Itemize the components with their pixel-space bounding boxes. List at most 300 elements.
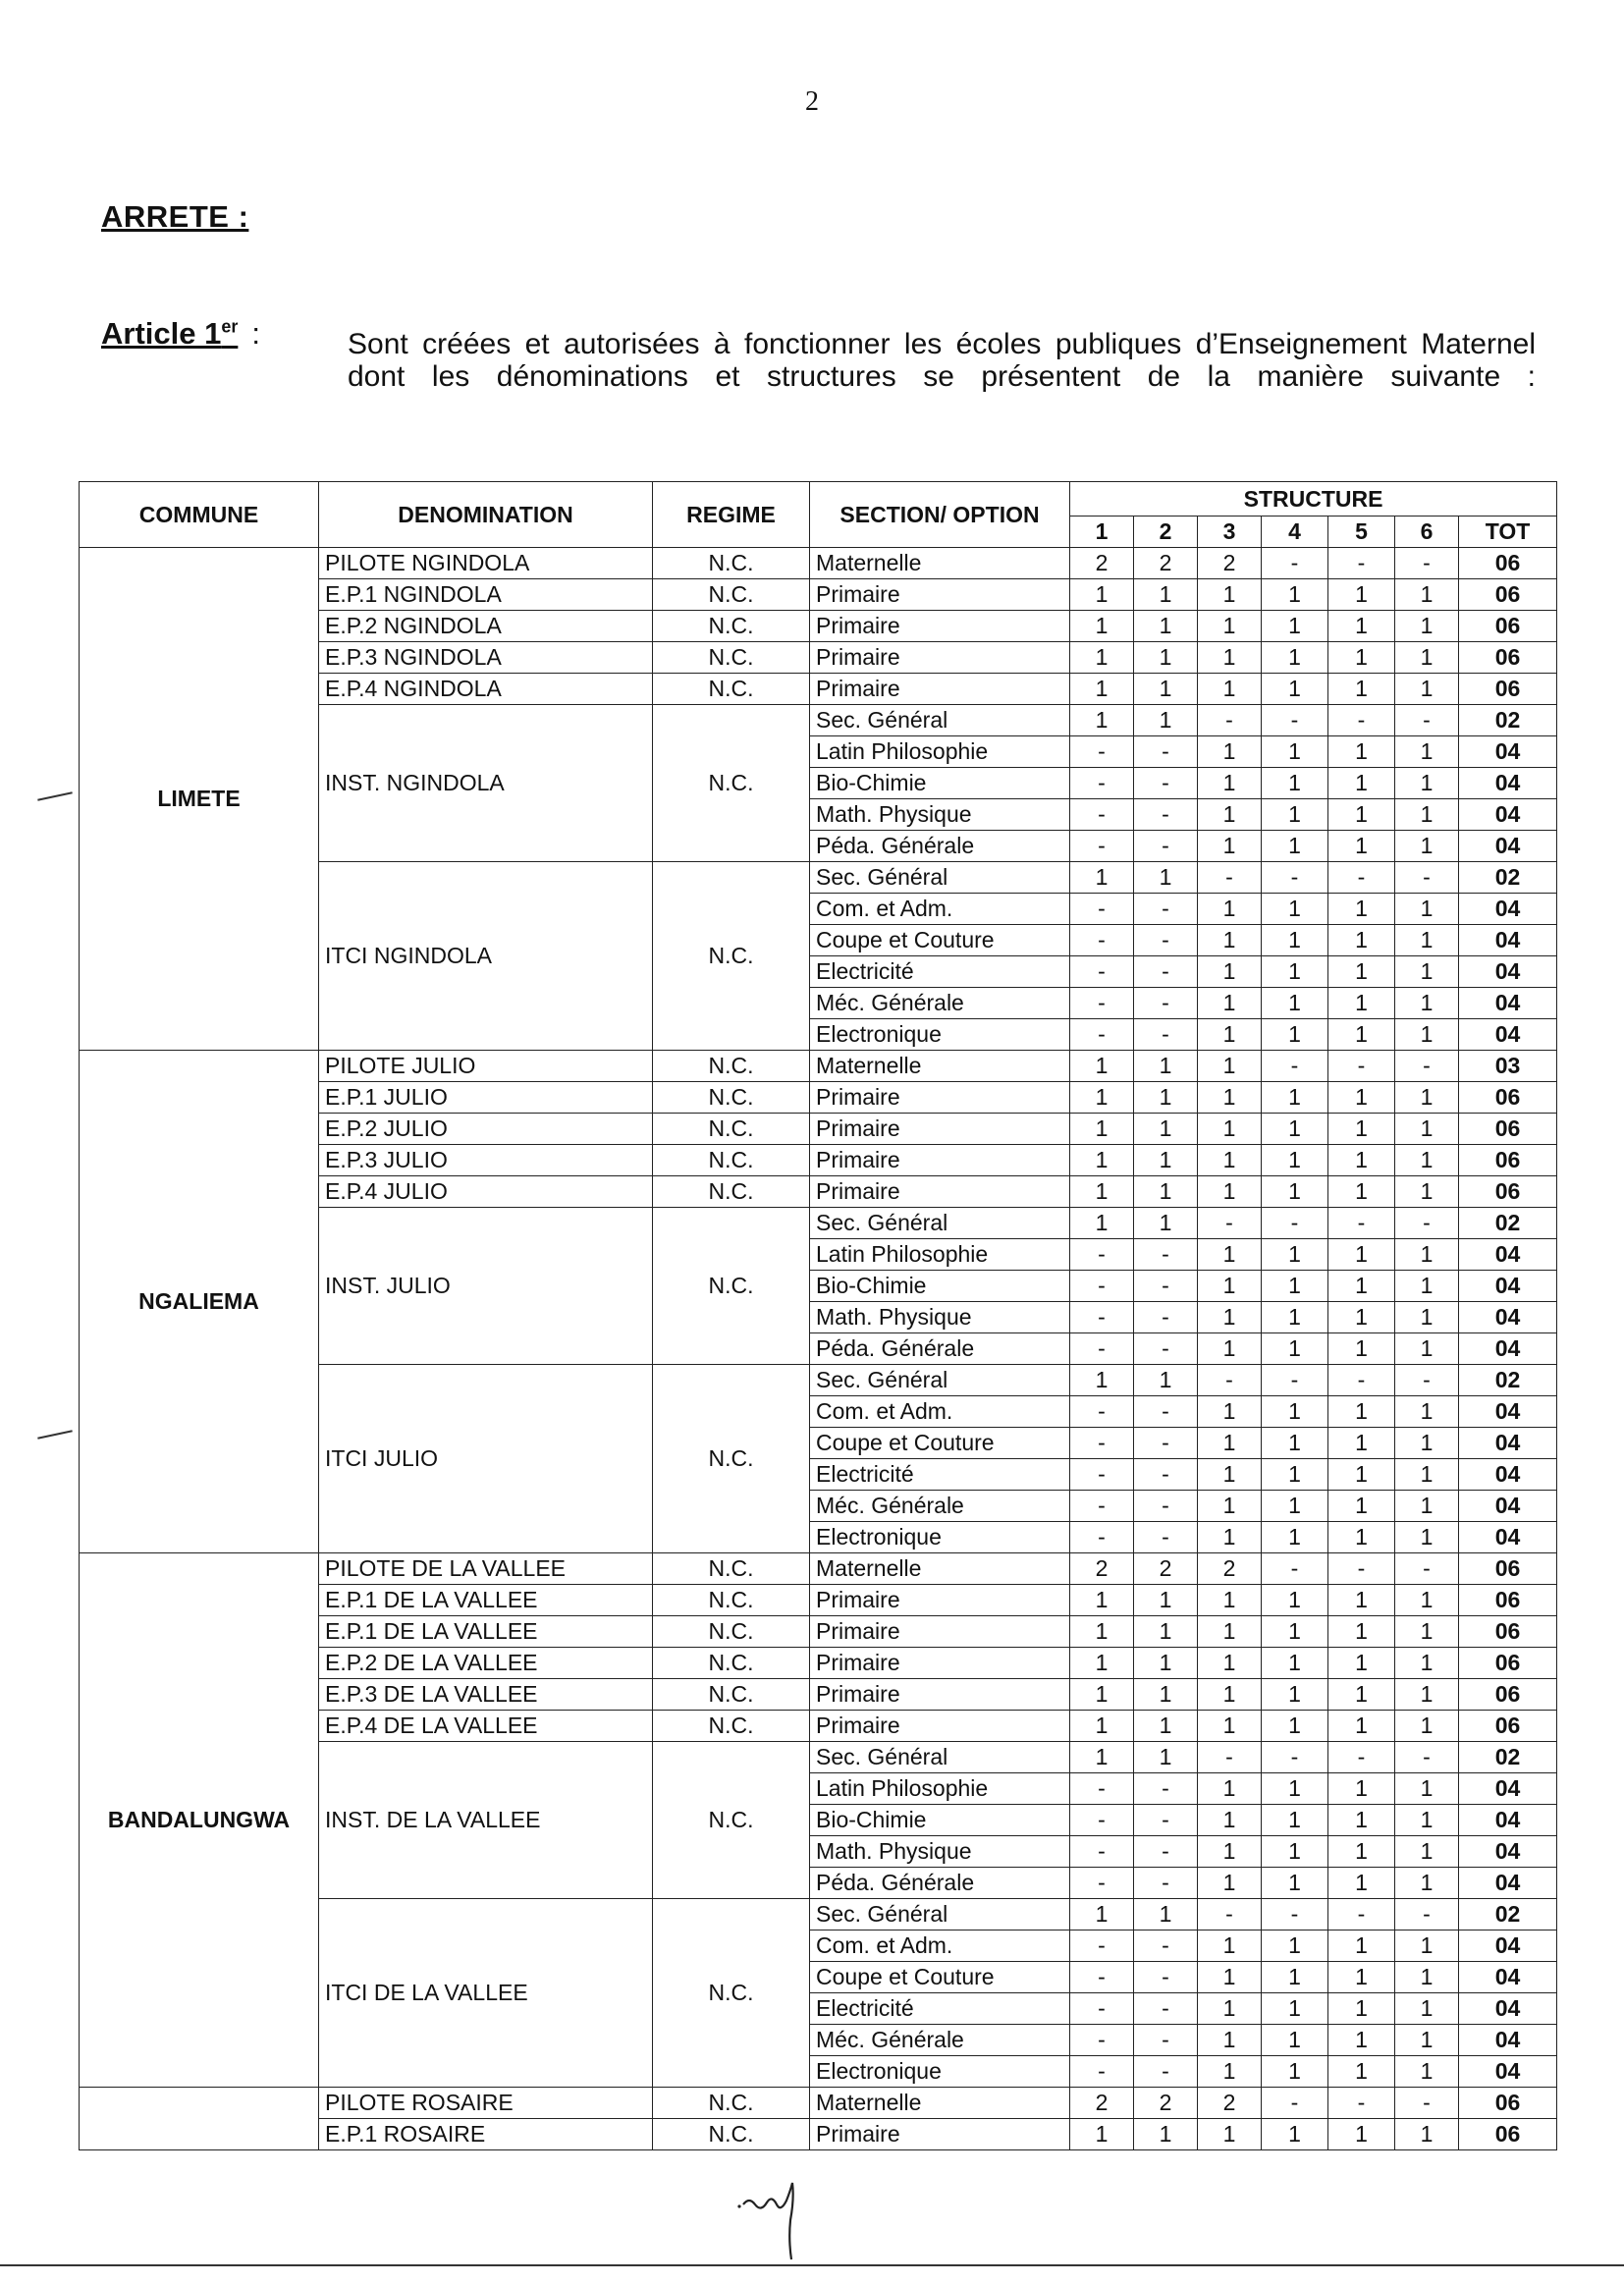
structure-cell-1: - (1070, 1019, 1134, 1051)
structure-cell-5: 1 (1328, 1868, 1395, 1899)
structure-cell-5: 1 (1328, 831, 1395, 862)
structure-cell-5: 1 (1328, 1616, 1395, 1648)
total-cell: 06 (1459, 674, 1557, 705)
structure-cell-1: 1 (1070, 1679, 1134, 1711)
structure-cell-5: 1 (1328, 1239, 1395, 1271)
section-cell: Primaire (810, 1176, 1070, 1208)
section-cell: Primaire (810, 1585, 1070, 1616)
section-cell: Primaire (810, 642, 1070, 674)
section-cell: Latin Philosophie (810, 1773, 1070, 1805)
section-cell: Méc. Générale (810, 1491, 1070, 1522)
structure-cell-4: 1 (1262, 831, 1328, 862)
section-cell: Maternelle (810, 548, 1070, 579)
denomination-cell: E.P.2 NGINDOLA (319, 611, 653, 642)
section-cell: Sec. Général (810, 1742, 1070, 1773)
structure-cell-6: 1 (1395, 1333, 1459, 1365)
structure-cell-1: 2 (1070, 1553, 1134, 1585)
structure-cell-2: 1 (1134, 862, 1198, 894)
structure-cell-2: 1 (1134, 1742, 1198, 1773)
structure-cell-3: 2 (1198, 548, 1262, 579)
total-cell: 04 (1459, 1491, 1557, 1522)
total-cell: 06 (1459, 548, 1557, 579)
structure-cell-4: - (1262, 705, 1328, 736)
structure-cell-3: 1 (1198, 1648, 1262, 1679)
total-cell: 06 (1459, 642, 1557, 674)
regime-cell: N.C. (653, 548, 810, 579)
total-cell: 06 (1459, 1648, 1557, 1679)
structure-cell-1: - (1070, 2056, 1134, 2088)
total-cell: 06 (1459, 1082, 1557, 1114)
structure-cell-1: 1 (1070, 1365, 1134, 1396)
structure-cell-4: 1 (1262, 642, 1328, 674)
structure-cell-6: 1 (1395, 1302, 1459, 1333)
denomination-cell: INST. NGINDOLA (319, 705, 653, 862)
regime-cell: N.C. (653, 1051, 810, 1082)
structure-cell-4: 1 (1262, 1773, 1328, 1805)
regime-cell: N.C. (653, 1648, 810, 1679)
denomination-cell: E.P.4 NGINDOLA (319, 674, 653, 705)
structure-cell-6: 1 (1395, 1711, 1459, 1742)
total-cell: 06 (1459, 1616, 1557, 1648)
structure-cell-6: 1 (1395, 1396, 1459, 1428)
commune-cell: BANDALUNGWA (80, 1553, 319, 2088)
structure-cell-6: 1 (1395, 1271, 1459, 1302)
structure-cell-3: 1 (1198, 1082, 1262, 1114)
structure-cell-2: - (1134, 925, 1198, 956)
structure-cell-3: 1 (1198, 1491, 1262, 1522)
total-cell: 04 (1459, 1805, 1557, 1836)
structure-cell-1: - (1070, 736, 1134, 768)
structure-cell-1: - (1070, 988, 1134, 1019)
section-cell: Coupe et Couture (810, 1962, 1070, 1993)
structure-cell-6: 1 (1395, 1616, 1459, 1648)
structure-cell-4: 1 (1262, 2025, 1328, 2056)
structure-cell-6: 1 (1395, 956, 1459, 988)
structure-cell-3: - (1198, 862, 1262, 894)
section-cell: Primaire (810, 1114, 1070, 1145)
structure-cell-3: 1 (1198, 1145, 1262, 1176)
structure-cell-2: - (1134, 1396, 1198, 1428)
structure-cell-5: 1 (1328, 579, 1395, 611)
structure-cell-5: 1 (1328, 894, 1395, 925)
page-number: 2 (805, 86, 819, 117)
structure-cell-4: 1 (1262, 925, 1328, 956)
regime-cell: N.C. (653, 642, 810, 674)
structure-cell-3: 1 (1198, 1868, 1262, 1899)
structure-cell-4: - (1262, 548, 1328, 579)
section-cell: Latin Philosophie (810, 736, 1070, 768)
structure-cell-5: 1 (1328, 956, 1395, 988)
structure-cell-5: 1 (1328, 1428, 1395, 1459)
article-text: Sont créées et autorisées à fonctionner les écoles publiques d’Enseignement Maternel dont les dénominations et structures se présentent de la manière suivante : (348, 328, 1536, 393)
structure-cell-1: - (1070, 1805, 1134, 1836)
structure-cell-1: 1 (1070, 579, 1134, 611)
structure-cell-1: 1 (1070, 1208, 1134, 1239)
structure-cell-3: 1 (1198, 768, 1262, 799)
structure-cell-2: 1 (1134, 611, 1198, 642)
structure-cell-4: - (1262, 1553, 1328, 1585)
structure-cell-3: 1 (1198, 579, 1262, 611)
section-cell: Bio-Chimie (810, 1805, 1070, 1836)
structure-cell-5: 1 (1328, 1585, 1395, 1616)
total-cell: 04 (1459, 1836, 1557, 1868)
regime-cell: N.C. (653, 2119, 810, 2150)
structure-cell-2: - (1134, 831, 1198, 862)
section-cell: Primaire (810, 1679, 1070, 1711)
table-row (80, 1553, 1557, 1585)
structure-cell-5: 1 (1328, 1459, 1395, 1491)
total-cell: 04 (1459, 2056, 1557, 2088)
structure-cell-1: 1 (1070, 1585, 1134, 1616)
structure-cell-1: - (1070, 1993, 1134, 2025)
structure-cell-6: 1 (1395, 736, 1459, 768)
section-cell: Sec. Général (810, 705, 1070, 736)
structure-cell-1: 1 (1070, 1145, 1134, 1176)
structure-cell-1: - (1070, 1302, 1134, 1333)
structure-cell-6: 1 (1395, 1962, 1459, 1993)
structure-cell-6: - (1395, 1742, 1459, 1773)
structure-cell-6: - (1395, 862, 1459, 894)
structure-cell-2: 1 (1134, 579, 1198, 611)
structure-cell-3: 1 (1198, 894, 1262, 925)
structure-cell-6: 1 (1395, 1459, 1459, 1491)
structure-cell-1: 1 (1070, 642, 1134, 674)
structure-cell-6: 1 (1395, 1145, 1459, 1176)
structure-cell-2: 2 (1134, 1553, 1198, 1585)
section-cell: Primaire (810, 1711, 1070, 1742)
structure-cell-6: 1 (1395, 1773, 1459, 1805)
structure-cell-1: - (1070, 1962, 1134, 1993)
header-section-option: SECTION/ OPTION (810, 482, 1070, 548)
regime-cell: N.C. (653, 1365, 810, 1553)
structure-cell-3: 1 (1198, 1428, 1262, 1459)
total-cell: 04 (1459, 1428, 1557, 1459)
structure-cell-6: 1 (1395, 1082, 1459, 1114)
section-cell: Sec. Général (810, 1899, 1070, 1931)
structure-cell-6: - (1395, 705, 1459, 736)
structure-cell-4: 1 (1262, 1239, 1328, 1271)
section-cell: Com. et Adm. (810, 1931, 1070, 1962)
structure-cell-3: 1 (1198, 1522, 1262, 1553)
total-cell: 04 (1459, 925, 1557, 956)
total-cell: 04 (1459, 1019, 1557, 1051)
structure-cell-3: 1 (1198, 1962, 1262, 1993)
structure-cell-5: 1 (1328, 1962, 1395, 1993)
total-cell: 04 (1459, 1333, 1557, 1365)
structure-cell-6: - (1395, 548, 1459, 579)
article-separator: : (251, 316, 260, 351)
regime-cell: N.C. (653, 674, 810, 705)
structure-cell-2: - (1134, 1962, 1198, 1993)
header-col-3: 3 (1198, 517, 1262, 548)
total-cell: 04 (1459, 1396, 1557, 1428)
structure-cell-6: 1 (1395, 2056, 1459, 2088)
structure-cell-1: - (1070, 1271, 1134, 1302)
structure-cell-2: 1 (1134, 1899, 1198, 1931)
structure-cell-6: 1 (1395, 1648, 1459, 1679)
structure-cell-2: - (1134, 1522, 1198, 1553)
bottom-rule (0, 2264, 1624, 2266)
denomination-cell: ITCI DE LA VALLEE (319, 1899, 653, 2088)
structure-cell-5: - (1328, 2088, 1395, 2119)
margin-mark (37, 791, 73, 800)
structure-cell-3: 1 (1198, 956, 1262, 988)
regime-cell: N.C. (653, 2088, 810, 2119)
header-regime: REGIME (653, 482, 810, 548)
structure-cell-2: - (1134, 1868, 1198, 1899)
structure-cell-5: 1 (1328, 1019, 1395, 1051)
structure-cell-2: 1 (1134, 1585, 1198, 1616)
structure-cell-6: 1 (1395, 925, 1459, 956)
structure-cell-1: - (1070, 956, 1134, 988)
structure-cell-2: - (1134, 1428, 1198, 1459)
structure-cell-2: - (1134, 1931, 1198, 1962)
structure-cell-4: 1 (1262, 956, 1328, 988)
total-cell: 04 (1459, 1239, 1557, 1271)
section-cell: Sec. Général (810, 1365, 1070, 1396)
structure-cell-6: - (1395, 1051, 1459, 1082)
structure-cell-2: 1 (1134, 1176, 1198, 1208)
table-body (80, 548, 1557, 2150)
structure-cell-3: 2 (1198, 2088, 1262, 2119)
structure-cell-6: 1 (1395, 2119, 1459, 2150)
table-row (80, 2088, 1557, 2119)
structure-cell-4: 1 (1262, 1836, 1328, 1868)
section-cell: Primaire (810, 579, 1070, 611)
header-structure: STRUCTURE (1070, 482, 1557, 517)
denomination-cell: INST. JULIO (319, 1208, 653, 1365)
section-cell: Primaire (810, 611, 1070, 642)
section-cell: Sec. Général (810, 862, 1070, 894)
structure-cell-5: 1 (1328, 1648, 1395, 1679)
denomination-cell: ITCI NGINDOLA (319, 862, 653, 1051)
structure-cell-6: - (1395, 1208, 1459, 1239)
section-cell: Electronique (810, 1019, 1070, 1051)
structure-cell-5: 1 (1328, 1931, 1395, 1962)
section-cell: Electronique (810, 2056, 1070, 2088)
regime-cell: N.C. (653, 579, 810, 611)
header-commune: COMMUNE (80, 482, 319, 548)
commune-cell: LIMETE (80, 548, 319, 1051)
total-cell: 06 (1459, 2088, 1557, 2119)
decree-heading: ARRETE : (101, 199, 249, 234)
section-cell: Maternelle (810, 1553, 1070, 1585)
denomination-cell: E.P.1 ROSAIRE (319, 2119, 653, 2150)
structure-cell-3: 1 (1198, 1773, 1262, 1805)
regime-cell: N.C. (653, 705, 810, 862)
structure-cell-5: - (1328, 1051, 1395, 1082)
structure-cell-2: 1 (1134, 1365, 1198, 1396)
structure-cell-6: - (1395, 1365, 1459, 1396)
structure-cell-5: - (1328, 705, 1395, 736)
structure-cell-5: 1 (1328, 736, 1395, 768)
total-cell: 04 (1459, 1868, 1557, 1899)
structure-cell-5: 1 (1328, 799, 1395, 831)
structure-cell-6: 1 (1395, 611, 1459, 642)
structure-cell-4: - (1262, 2088, 1328, 2119)
regime-cell: N.C. (653, 1114, 810, 1145)
total-cell: 04 (1459, 988, 1557, 1019)
structure-cell-4: 1 (1262, 1145, 1328, 1176)
section-cell: Electricité (810, 1459, 1070, 1491)
structure-cell-5: 1 (1328, 1836, 1395, 1868)
regime-cell: N.C. (653, 1145, 810, 1176)
schools-table (79, 481, 1557, 2150)
structure-cell-1: - (1070, 1931, 1134, 1962)
structure-cell-4: 1 (1262, 674, 1328, 705)
structure-cell-5: 1 (1328, 1176, 1395, 1208)
section-cell: Coupe et Couture (810, 925, 1070, 956)
structure-cell-4: 1 (1262, 1333, 1328, 1365)
structure-cell-2: - (1134, 1773, 1198, 1805)
regime-cell: N.C. (653, 1585, 810, 1616)
structure-cell-3: 1 (1198, 2056, 1262, 2088)
structure-cell-1: 1 (1070, 1051, 1134, 1082)
structure-cell-4: - (1262, 1742, 1328, 1773)
structure-cell-1: - (1070, 1239, 1134, 1271)
denomination-cell: E.P.4 JULIO (319, 1176, 653, 1208)
structure-cell-6: 1 (1395, 1931, 1459, 1962)
structure-cell-5: 1 (1328, 1302, 1395, 1333)
section-cell: Méc. Générale (810, 988, 1070, 1019)
structure-cell-4: 1 (1262, 1962, 1328, 1993)
structure-cell-5: 1 (1328, 1679, 1395, 1711)
denomination-cell: E.P.3 DE LA VALLEE (319, 1679, 653, 1711)
structure-cell-1: 1 (1070, 611, 1134, 642)
section-cell: Electricité (810, 1993, 1070, 2025)
regime-cell: N.C. (653, 1711, 810, 1742)
structure-cell-2: 1 (1134, 1082, 1198, 1114)
structure-cell-1: 1 (1070, 862, 1134, 894)
denomination-cell: PILOTE ROSAIRE (319, 2088, 653, 2119)
structure-cell-2: 2 (1134, 2088, 1198, 2119)
structure-cell-6: 1 (1395, 1239, 1459, 1271)
structure-cell-3: 1 (1198, 2119, 1262, 2150)
denomination-cell: ITCI JULIO (319, 1365, 653, 1553)
total-cell: 02 (1459, 705, 1557, 736)
structure-cell-3: 1 (1198, 1302, 1262, 1333)
section-cell: Coupe et Couture (810, 1428, 1070, 1459)
structure-cell-2: - (1134, 1239, 1198, 1271)
structure-cell-3: 1 (1198, 1271, 1262, 1302)
total-cell: 04 (1459, 1931, 1557, 1962)
regime-cell: N.C. (653, 1616, 810, 1648)
structure-cell-6: 1 (1395, 768, 1459, 799)
structure-cell-5: 1 (1328, 2056, 1395, 2088)
structure-cell-6: 1 (1395, 642, 1459, 674)
section-cell: Com. et Adm. (810, 894, 1070, 925)
section-cell: Primaire (810, 2119, 1070, 2150)
structure-cell-1: - (1070, 1428, 1134, 1459)
total-cell: 06 (1459, 1114, 1557, 1145)
structure-cell-2: - (1134, 1019, 1198, 1051)
structure-cell-1: 2 (1070, 548, 1134, 579)
structure-cell-4: 1 (1262, 1491, 1328, 1522)
denomination-cell: E.P.3 NGINDOLA (319, 642, 653, 674)
denomination-cell: PILOTE NGINDOLA (319, 548, 653, 579)
denomination-cell: E.P.1 NGINDOLA (319, 579, 653, 611)
structure-cell-5: - (1328, 1742, 1395, 1773)
structure-cell-2: 1 (1134, 1711, 1198, 1742)
structure-cell-3: 1 (1198, 1993, 1262, 2025)
structure-cell-4: 1 (1262, 1019, 1328, 1051)
structure-cell-3: - (1198, 1742, 1262, 1773)
regime-cell: N.C. (653, 862, 810, 1051)
structure-cell-4: 1 (1262, 1082, 1328, 1114)
structure-cell-2: - (1134, 1491, 1198, 1522)
structure-cell-2: 1 (1134, 674, 1198, 705)
structure-cell-3: 1 (1198, 1239, 1262, 1271)
section-cell: Primaire (810, 1616, 1070, 1648)
structure-cell-3: 1 (1198, 1396, 1262, 1428)
structure-cell-3: 1 (1198, 642, 1262, 674)
structure-cell-1: 1 (1070, 1176, 1134, 1208)
section-cell: Primaire (810, 1648, 1070, 1679)
structure-cell-4: 1 (1262, 2056, 1328, 2088)
structure-cell-1: - (1070, 799, 1134, 831)
structure-cell-1: 1 (1070, 705, 1134, 736)
section-cell: Com. et Adm. (810, 1396, 1070, 1428)
header-col-6: 6 (1395, 517, 1459, 548)
total-cell: 04 (1459, 1271, 1557, 1302)
structure-cell-2: 1 (1134, 1648, 1198, 1679)
structure-cell-3: 1 (1198, 1019, 1262, 1051)
structure-cell-5: - (1328, 1365, 1395, 1396)
structure-cell-5: 1 (1328, 674, 1395, 705)
structure-cell-5: 1 (1328, 988, 1395, 1019)
structure-cell-3: 1 (1198, 1805, 1262, 1836)
structure-cell-4: 1 (1262, 1805, 1328, 1836)
regime-cell: N.C. (653, 1553, 810, 1585)
total-cell: 04 (1459, 1522, 1557, 1553)
section-cell: Péda. Générale (810, 1868, 1070, 1899)
total-cell: 04 (1459, 894, 1557, 925)
total-cell: 04 (1459, 2025, 1557, 2056)
section-cell: Maternelle (810, 1051, 1070, 1082)
structure-cell-4: 1 (1262, 1522, 1328, 1553)
regime-cell: N.C. (653, 1899, 810, 2088)
structure-cell-5: 1 (1328, 1993, 1395, 2025)
structure-cell-4: 1 (1262, 1271, 1328, 1302)
article-label-sup: er (221, 316, 239, 337)
structure-cell-5: 1 (1328, 768, 1395, 799)
section-cell: Méc. Générale (810, 2025, 1070, 2056)
structure-cell-2: - (1134, 1836, 1198, 1868)
structure-cell-1: 1 (1070, 2119, 1134, 2150)
total-cell: 02 (1459, 1365, 1557, 1396)
total-cell: 06 (1459, 579, 1557, 611)
structure-cell-2: 1 (1134, 1208, 1198, 1239)
structure-cell-1: - (1070, 1773, 1134, 1805)
structure-cell-2: 1 (1134, 1145, 1198, 1176)
structure-cell-4: 1 (1262, 1868, 1328, 1899)
structure-cell-3: 1 (1198, 799, 1262, 831)
structure-cell-4: 1 (1262, 1459, 1328, 1491)
structure-cell-3: 1 (1198, 1114, 1262, 1145)
header-col-5: 5 (1328, 517, 1395, 548)
structure-cell-3: 1 (1198, 831, 1262, 862)
structure-cell-2: 2 (1134, 548, 1198, 579)
structure-cell-4: 1 (1262, 1679, 1328, 1711)
structure-cell-2: - (1134, 736, 1198, 768)
structure-cell-3: 1 (1198, 1931, 1262, 1962)
total-cell: 06 (1459, 1145, 1557, 1176)
commune-cell (80, 2088, 319, 2150)
structure-cell-1: - (1070, 831, 1134, 862)
structure-cell-4: 1 (1262, 611, 1328, 642)
regime-cell: N.C. (653, 1176, 810, 1208)
total-cell: 06 (1459, 2119, 1557, 2150)
